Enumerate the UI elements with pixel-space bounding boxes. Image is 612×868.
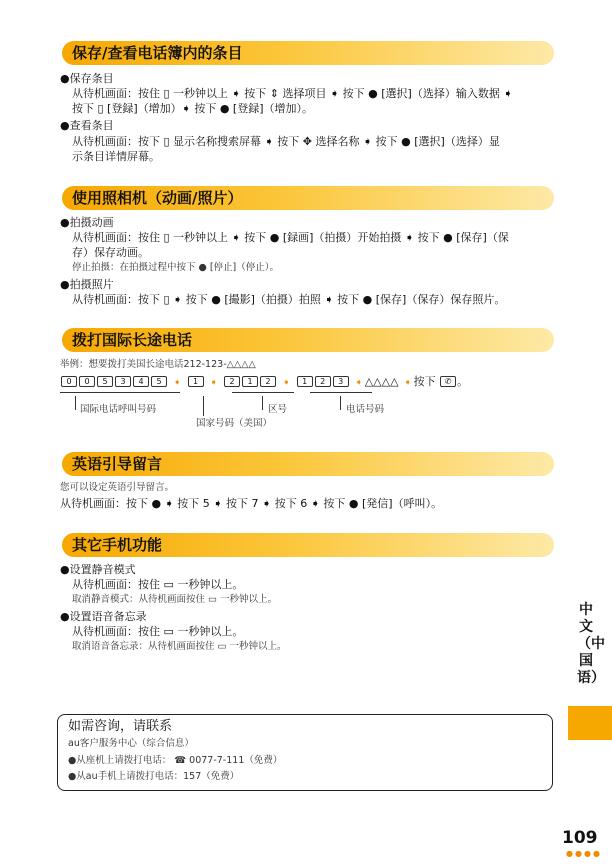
arrow-icon: ➧ <box>282 378 291 388</box>
key-num-2: 2 <box>315 376 331 387</box>
key-num-3: 3 <box>333 376 349 387</box>
arrow-icon: ➧ <box>210 378 218 388</box>
save-entry-step1: 从待机画面：按住 ▯ 一秒钟以上 ➧ 按下 ⇕ 选择项目 ➧ 按下 ● [選択]（选择）输入数据 ➧ <box>72 87 513 100</box>
silent-mode-step: 从待机画面：按住 ▭ 一秒钟以上。 <box>72 578 244 591</box>
contact-landline: ●从座机上请拨打电话： ☎ 0077-7-111（免费） <box>68 755 283 766</box>
voice-memo-step: 从待机画面：按住 ▭ 一秒钟以上。 <box>72 625 244 638</box>
view-entry-step2: 示条目详情屏幕。 <box>72 150 160 163</box>
intl-dial-sequence <box>60 375 468 390</box>
key-1-country: 1 <box>188 376 204 387</box>
press-label: 按下 <box>413 375 436 388</box>
tail-digits: △△△△ <box>364 375 399 388</box>
record-video-note: 停止拍摄：在拍摄过程中按下 ● [停止]（停止）。 <box>72 262 279 273</box>
section-title-camera: 使用照相机（动画/照片） <box>62 186 554 210</box>
contact-subtitle: au客户服务中心（综合信息） <box>68 738 194 749</box>
label-phone-number: 电话号码 <box>346 404 385 415</box>
bracket-intl <box>60 392 180 393</box>
side-tab <box>568 706 612 740</box>
view-entry-step1: 从待机画面：按下 ▯ 显示名称搜索屏幕 ➧ 按下 ✥ 选择名称 ➧ 按下 ● [選択]（选择）显 <box>72 135 500 148</box>
key-0b: 0 <box>79 376 95 387</box>
section-title-phonebook: 保存/查看电话簿内的条目 <box>62 41 554 65</box>
label-area-code: 区号 <box>268 404 288 415</box>
english-guide-step: 从待机画面：按下 ● ➧ 按下 5 ➧ 按下 7 ➧ 按下 6 ➧ 按下 ● [発信]（呼叫）。 <box>60 497 443 510</box>
key-area-2b: 2 <box>260 376 276 387</box>
bullet-view-entry: ●查看条目 <box>60 119 114 132</box>
bullet-record-video: ●拍摄动画 <box>60 216 114 229</box>
key-0a: 0 <box>61 376 77 387</box>
record-video-step2: 存）保存动画。 <box>72 246 149 259</box>
page-dots-icon: ●●●● <box>566 849 602 858</box>
pointer-intl <box>75 396 76 410</box>
silent-mode-cancel: 取消静音模式：从待机画面按住 ▭ 一秒钟以上。 <box>72 594 278 605</box>
arrow-icon: ➧ <box>404 378 412 388</box>
pointer-number <box>340 396 341 410</box>
end-mark: 。 <box>457 375 469 388</box>
key-3: 3 <box>115 376 131 387</box>
arrow-icon: ➧ <box>173 378 182 388</box>
key-4: 4 <box>133 376 149 387</box>
english-guide-note: 您可以设定英语引导留言。 <box>60 482 175 493</box>
pointer-country <box>203 396 204 416</box>
label-intl-prefix: 国际电话呼叫号码 <box>80 404 157 415</box>
contact-box <box>57 714 553 791</box>
section-title-english-guide: 英语引导留言 <box>62 452 554 476</box>
bullet-take-photo: ●拍摄照片 <box>60 278 114 291</box>
section-title-other-functions: 其它手机功能 <box>62 533 554 557</box>
save-entry-step2: 按下 ▯ [登録]（增加）➧ 按下 ● [登録]（增加）。 <box>72 102 314 115</box>
pointer-area <box>262 396 263 410</box>
voice-memo-cancel: 取消语音备忘录：从待机画面按住 ▭ 一秒钟以上。 <box>72 641 287 652</box>
contact-title: 如需咨询，请联系 <box>68 719 173 734</box>
label-country-code: 国家号码（美国） <box>196 418 273 429</box>
key-area-1: 1 <box>242 376 258 387</box>
bracket-number <box>310 392 372 393</box>
side-language-label: 中文（中国语） <box>577 602 605 686</box>
page-number: 109 <box>562 828 598 848</box>
key-num-1: 1 <box>297 376 313 387</box>
bullet-save-entry: ●保存条目 <box>60 72 114 85</box>
record-video-step1: 从待机画面：按住 ▯ 一秒钟以上 ➧ 按下 ● [録画]（拍摄）开始拍摄 ➧ 按下 ● [保存]（保 <box>72 231 509 244</box>
key-5b: 5 <box>151 376 167 387</box>
intl-call-example: 举例：想要拨打美国长途电话212-123-△△△△ <box>60 359 256 370</box>
arrow-icon: ➧ <box>355 378 363 388</box>
key-5a: 5 <box>97 376 113 387</box>
contact-mobile: ●从au手机上请拨打电话：157（免费） <box>68 771 240 782</box>
section-title-intl-call: 拨打国际长途电话 <box>62 328 554 352</box>
key-area-2a: 2 <box>224 376 240 387</box>
call-key-icon: ✆ <box>440 376 456 387</box>
bullet-silent-mode: ●设置静音模式 <box>60 563 136 576</box>
bullet-voice-memo: ●设置语音备忘录 <box>60 610 147 623</box>
take-photo-step: 从待机画面：按下 ▯ ➧ 按下 ● [撮影]（拍摄）拍照 ➧ 按下 ● [保存]（保存）保存照片。 <box>72 293 506 306</box>
bracket-area <box>232 392 294 393</box>
